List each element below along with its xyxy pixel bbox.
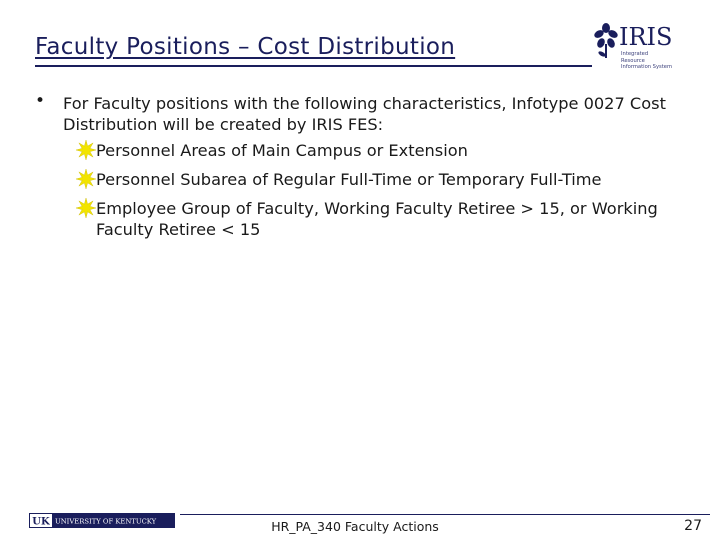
- footer-course-label: HR_PA_340 Faculty Actions: [271, 519, 439, 534]
- slide-title: Faculty Positions – Cost Distribution: [35, 34, 456, 60]
- starburst-bullet-icon: [76, 198, 96, 218]
- sub-bullet-text: Employee Group of Faculty, Working Faculty Retiree > 15, or Working Faculty Retiree < 15: [96, 199, 658, 239]
- page-number: 27: [684, 518, 702, 534]
- logo-subtitle: Integrated Resource Information System: [621, 51, 673, 70]
- university-logo-mark: UK: [32, 516, 50, 528]
- main-bullet-text: For Faculty positions with the following characteristics, Infotype 0027 Cost Distribution will be created by IRIS FES:: [63, 94, 666, 134]
- university-logo: [29, 513, 175, 528]
- flower-icon: [593, 22, 619, 62]
- starburst-bullet-icon: [76, 169, 96, 189]
- slide-body: [35, 93, 675, 248]
- logo-wordmark: IRIS: [619, 23, 673, 51]
- footer-rule: [180, 514, 710, 515]
- sub-bullet-item: [76, 169, 675, 190]
- sub-bullet-item: [76, 198, 675, 240]
- university-logo-text: UNIVERSITY OF KENTUCKY: [55, 517, 157, 526]
- main-bullet: [35, 93, 675, 135]
- title-underline: [35, 65, 592, 67]
- bullet-dot-icon: •: [35, 91, 46, 111]
- sub-bullet-list: [35, 140, 675, 240]
- sub-bullet-text: Personnel Subarea of Regular Full-Time or Temporary Full-Time: [96, 170, 602, 189]
- iris-logo: [593, 22, 673, 70]
- starburst-bullet-icon: [76, 140, 96, 160]
- sub-bullet-item: [76, 140, 675, 161]
- sub-bullet-text: Personnel Areas of Main Campus or Extension: [96, 141, 468, 160]
